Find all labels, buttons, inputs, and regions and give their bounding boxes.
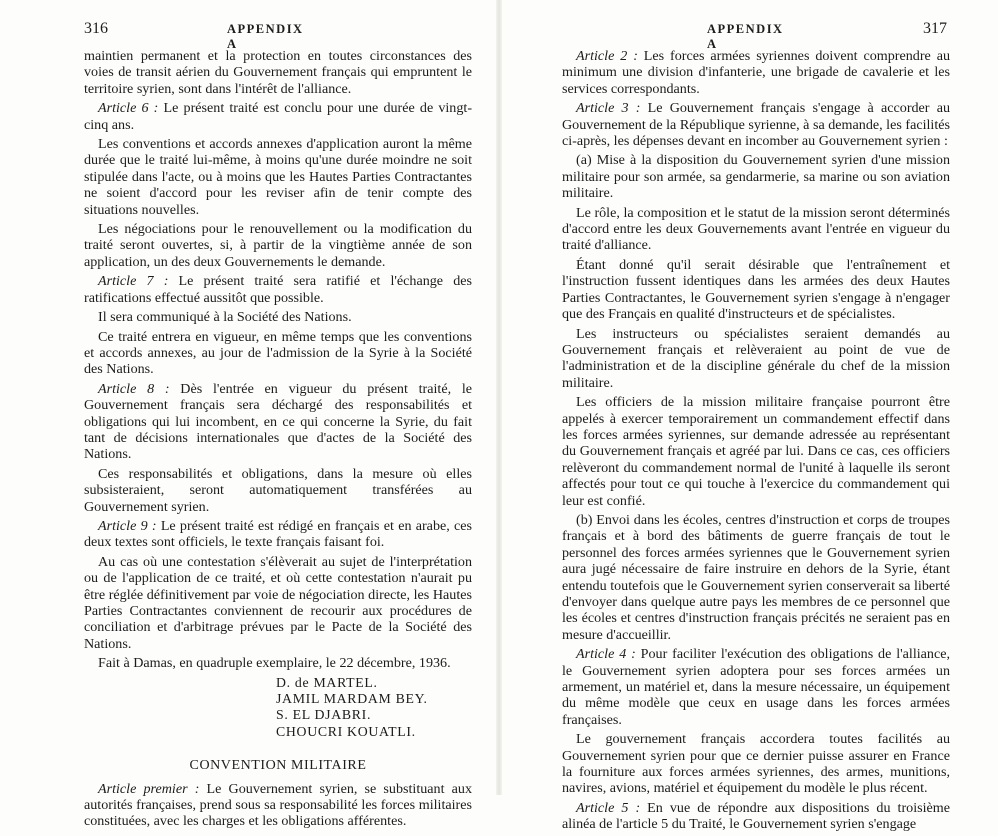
paragraph-text: Le Gouvernement français s'engage à accorder au Gouvernement de la République syrienne, à sa demande, les facilités ci-après, les dépenses devant en incomber au Gouvernement syrien : [562, 100, 950, 150]
page-number: 316 [84, 20, 108, 37]
paragraph [84, 136, 472, 218]
article-label: Article 5 : [576, 799, 641, 816]
paragraph [562, 257, 950, 323]
paragraph [84, 554, 472, 652]
paragraph [562, 48, 950, 97]
paragraph-text: Pour faciliter l'exécution des obligations de l'alliance, le Gouvernement syrien adoptera pour ses forces armées un armement, un matériel et, dans la mesure nécessaire, un équipement du même modèle que ceux en usage dans les forces armées françaises. [562, 646, 951, 728]
signatory: D. de MARTEL. [276, 674, 378, 690]
paragraph [562, 205, 950, 254]
paragraph-text: Au cas où une contestation s'élèverait au sujet de l'interprétation ou de l'application de ce traité, et où cette contestation n'aurait pu être réglée définitivement par voie de négociation directe, les Hautes Parties Contractantes conviennent de recourir aux procédures de conciliation et d'arbitrage prévues par le Pacte de la Société des Nations. [84, 553, 472, 652]
page-number: 317 [923, 20, 947, 37]
article-label: Article 8 : [98, 380, 170, 397]
paragraph-text: Le rôle, la composition et le statut de la mission seront déterminés d'accord entre les deux Gouvernements avant l'entrée en vigueur du traité d'alliance. [562, 204, 950, 254]
paragraph [562, 394, 950, 509]
running-head: APPENDIX A [227, 22, 304, 51]
article-label: Article 7 : [98, 273, 169, 290]
paragraph [84, 781, 472, 830]
paragraph-text: Étant donné qu'il serait désirable que l'entraînement et l'instruction fussent identiques dans les armées des deux Hautes Parties Contractantes, le Gouvernement syrien s'engage à n'engager que des Français en qualité d'instructeurs et de spécialistes. [562, 256, 950, 323]
article-label: Article premier : [98, 780, 200, 797]
paragraph-text: Le Gouvernement syrien, se substituant aux autorités françaises, prend sous sa responsabilité les forces militaires constituées, avec les charges et les obligations afférentes. [84, 780, 472, 830]
paragraph-text: (a) Mise à la disposition du Gouvernement syrien d'une mission militaire pour son armée, sa gendarmerie, sa marine ou son aviation militaire. [562, 152, 950, 202]
article-label: Article 6 : [98, 100, 159, 117]
signatories [84, 675, 472, 741]
paragraph-text: Les instructeurs ou spécialistes seraient demandés au Gouvernement français et relèveraient au point de vue de l'administration et de la discipline générale du chef de la mission militaire. [562, 325, 950, 391]
paragraph [84, 100, 472, 133]
signatory: JAMIL MARDAM BEY. [276, 691, 428, 707]
paragraph-text: En vue de répondre aux dispositions du troisième alinéa de l'article 5 du Traité, le Gouvernement syrien s'engage [562, 799, 951, 833]
paragraph-text: Ces responsabilités et obligations, dans la mesure où elles subsisteraient, seront automatiquement transférées au Gouvernement syrien. [84, 465, 472, 515]
paragraph [84, 518, 472, 551]
paragraph-text: Il sera communiqué à la Société des Nations. [98, 309, 352, 326]
right-page [499, 0, 998, 833]
paragraph-text: maintien permanent et la protection en toutes circonstances des voies de transit aérien du Gouvernement français qui empruntent le territoire syrien, sont dans l'intérêt de l'alliance. [84, 48, 472, 97]
signatory: S. EL DJABRI. [276, 707, 372, 723]
paragraph [84, 221, 472, 270]
paragraph [84, 48, 472, 97]
paragraph-text: Le présent traité sera ratifié et l'échange des ratifications effectué aussitôt que possible. [84, 273, 472, 306]
paragraph [562, 646, 950, 728]
paragraph-text: Le présent traité est conclu pour une durée de vingt-cinq ans. [84, 100, 473, 133]
paragraph [562, 731, 950, 797]
paragraph-text: Les officiers de la mission militaire française pourront être appelés à exercer temporairement un commandement effectif dans les forces armées syriennes, sur demande adressée au représentant du Gouvernement français et agréé par lui. Dans ce cas, ces officiers relèveront du commandement normal de l'unité à laquelle ils seront affectés pour tout ce qui touche à l'exercice du commandement qui leur est confié. [562, 394, 950, 509]
paragraph [84, 273, 472, 306]
signatory: CHOUCRI KOUATLI. [276, 723, 416, 739]
convention-title: CONVENTION MILITAIRE [189, 758, 367, 774]
paragraph [84, 381, 472, 463]
paragraph-text: Ce traité entrera en vigueur, en même temps que les conventions et accords annexes, au jour de l'admission de la Syrie à la Société des Nations. [84, 328, 472, 378]
paragraph-text: Les conventions et accords annexes d'application auront la même durée que le traité lui-même, à moins qu'une durée moindre ne soit stipulée dans l'acte, ou à moins que les Hautes Parties Contractantes ne soient d'accord pour les reviser afin de tenir compte des situations nouvelles. [84, 136, 472, 218]
paragraph-text: Les forces armées syriennes doivent comprendre au minimum une division d'infanterie, une brigade de cavalerie et les services correspondants. [562, 48, 951, 97]
running-head: APPENDIX A [707, 22, 784, 51]
paragraph [84, 655, 472, 671]
paragraph [84, 466, 472, 515]
left-page-body [84, 48, 472, 833]
article-label: Article 2 : [576, 48, 638, 64]
paragraph-text: Le présent traité est rédigé en français et en arabe, ces deux textes sont officiels, le texte français faisant foi. [84, 517, 473, 551]
paragraph [562, 512, 950, 643]
paragraph [562, 152, 950, 201]
paragraph-text: Fait à Damas, en quadruple exemplaire, le 22 décembre, 1936. [98, 655, 451, 672]
paragraph-text: Le gouvernement français accordera toutes facilités au Gouvernement syrien pour que ce dernier puisse assurer en France la fourniture aux forces armées syriennes, des armes, munitions, navires, avions, matériel et équipement du modèle le plus récent. [562, 731, 950, 797]
left-page [0, 0, 499, 830]
paragraph [84, 329, 472, 378]
paragraph-text: Les négociations pour le renouvellement ou la modification du traité seront ouvertes, si, à partir de la vingtième année de son application, un des deux Gouvernements le demande. [84, 221, 472, 270]
paragraph [562, 100, 950, 149]
paragraph [562, 326, 950, 392]
paragraph [562, 800, 950, 833]
paragraph [84, 309, 472, 325]
article-label: Article 3 : [576, 100, 641, 117]
paragraph-text: Dès l'entrée en vigueur du présent traité, le Gouvernement français sera déchargé des responsabilités et obligations qui lui incombent, en ce qui concerne la Syrie, du fait tant de décisions internationales que d'actes de la Société des Nations. [84, 380, 473, 463]
right-page-body [562, 48, 950, 836]
paragraph-text: (b) Envoi dans les écoles, centres d'instruction et corps de troupes français et à bord des bâtiments de guerre français de tout le personnel des forces armées syriennes que le Gouvernement syrien aura jugé nécessaire de faire instruire en dehors de la Syrie, étant entendu toutefois que le Gouvernement syrien conserverait sa liberté d'envoyer dans quelque autre pays les membres de ce personnel que les écoles et centres d'instruction français précités ne seraient pas en mesure d'accueillir. [562, 511, 950, 643]
article-label: Article 9 : [98, 517, 157, 534]
article-label: Article 4 : [576, 646, 636, 663]
